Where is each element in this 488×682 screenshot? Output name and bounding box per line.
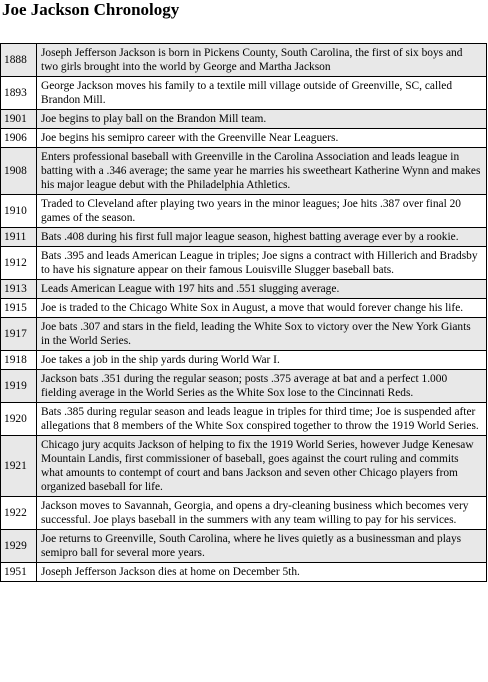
table-row [1,77,487,110]
event-cell: Enters professional baseball with Greenville in the Carolina Association and leads league in batting with a .346 average; the same year he marries his sweetheart Katherine Wynn and makes his major league debut with the Philadelphia Athletics. [37,148,487,195]
table-row [1,110,487,129]
year-cell: 1910 [1,195,37,228]
chronology-table [0,43,487,582]
event-cell: Joe begins to play ball on the Brandon Mill team. [37,110,487,129]
year-cell: 1918 [1,351,37,370]
table-row [1,148,487,195]
table-row [1,403,487,436]
page-title: Joe Jackson Chronology [2,0,180,19]
event-cell: Joe takes a job in the ship yards during World War I. [37,351,487,370]
table-row [1,228,487,247]
year-cell: 1911 [1,228,37,247]
table-row [1,247,487,280]
year-cell: 1908 [1,148,37,195]
table-row [1,370,487,403]
event-cell: Joe is traded to the Chicago White Sox in August, a move that would forever change his life. [37,299,487,318]
year-cell: 1901 [1,110,37,129]
event-cell: Jackson bats .351 during the regular season; posts .375 average at bat and a perfect 1.000 fielding average in the World Series as the White Sox lose to the Cincinnati Reds. [37,370,487,403]
year-cell: 1929 [1,530,37,563]
year-cell: 1915 [1,299,37,318]
event-cell: Bats .408 during his first full major league season, highest batting average ever by a rookie. [37,228,487,247]
table-row [1,497,487,530]
table-row [1,351,487,370]
event-cell: George Jackson moves his family to a textile mill village outside of Greenville, SC, called Brandon Mill. [37,77,487,110]
year-cell: 1893 [1,77,37,110]
event-cell: Bats .395 and leads American League in triples; Joe signs a contract with Hillerich and Bradsby to have his signature appear on their famous Louisville Slugger baseball bats. [37,247,487,280]
event-cell: Leads American League with 197 hits and .551 slugging average. [37,280,487,299]
table-row [1,436,487,497]
table-row [1,299,487,318]
event-cell: Joseph Jefferson Jackson is born in Pickens County, South Carolina, the first of six boys and two girls brought into the world by George and Martha Jackson [37,44,487,77]
table-row [1,44,487,77]
year-cell: 1922 [1,497,37,530]
table-row [1,195,487,228]
table-row [1,563,487,582]
year-cell: 1913 [1,280,37,299]
year-cell: 1920 [1,403,37,436]
year-cell: 1917 [1,318,37,351]
event-cell: Joseph Jefferson Jackson dies at home on December 5th. [37,563,487,582]
event-cell: Traded to Cleveland after playing two years in the minor leagues; Joe hits .387 over final 20 games of the season. [37,195,487,228]
year-cell: 1919 [1,370,37,403]
year-cell: 1951 [1,563,37,582]
event-cell: Joe returns to Greenville, South Carolina, where he lives quietly as a businessman and plays semipro ball for several more years. [37,530,487,563]
year-cell: 1906 [1,129,37,148]
event-cell: Bats .385 during regular season and leads league in triples for third time; Joe is suspended after allegations that 8 members of the White Sox conspired together to throw the 1919 World Series. [37,403,487,436]
event-cell: Jackson moves to Savannah, Georgia, and opens a dry-cleaning business which becomes very successful. Joe plays baseball in the summers with any team willing to pay for his services. [37,497,487,530]
event-cell: Joe bats .307 and stars in the field, leading the White Sox to victory over the New York Giants in the World Series. [37,318,487,351]
event-cell: Joe begins his semipro career with the Greenville Near Leaguers. [37,129,487,148]
table-row [1,530,487,563]
event-cell: Chicago jury acquits Jackson of helping to fix the 1919 World Series, however Judge Kenesaw Mountain Landis, first commissioner of baseball, goes against the court ruling and commits what amounts to contempt of court and bans Jackson and seven other Chicago players from organized baseball for life. [37,436,487,497]
year-cell: 1921 [1,436,37,497]
table-row [1,280,487,299]
year-cell: 1888 [1,44,37,77]
table-row [1,318,487,351]
table-row [1,129,487,148]
year-cell: 1912 [1,247,37,280]
